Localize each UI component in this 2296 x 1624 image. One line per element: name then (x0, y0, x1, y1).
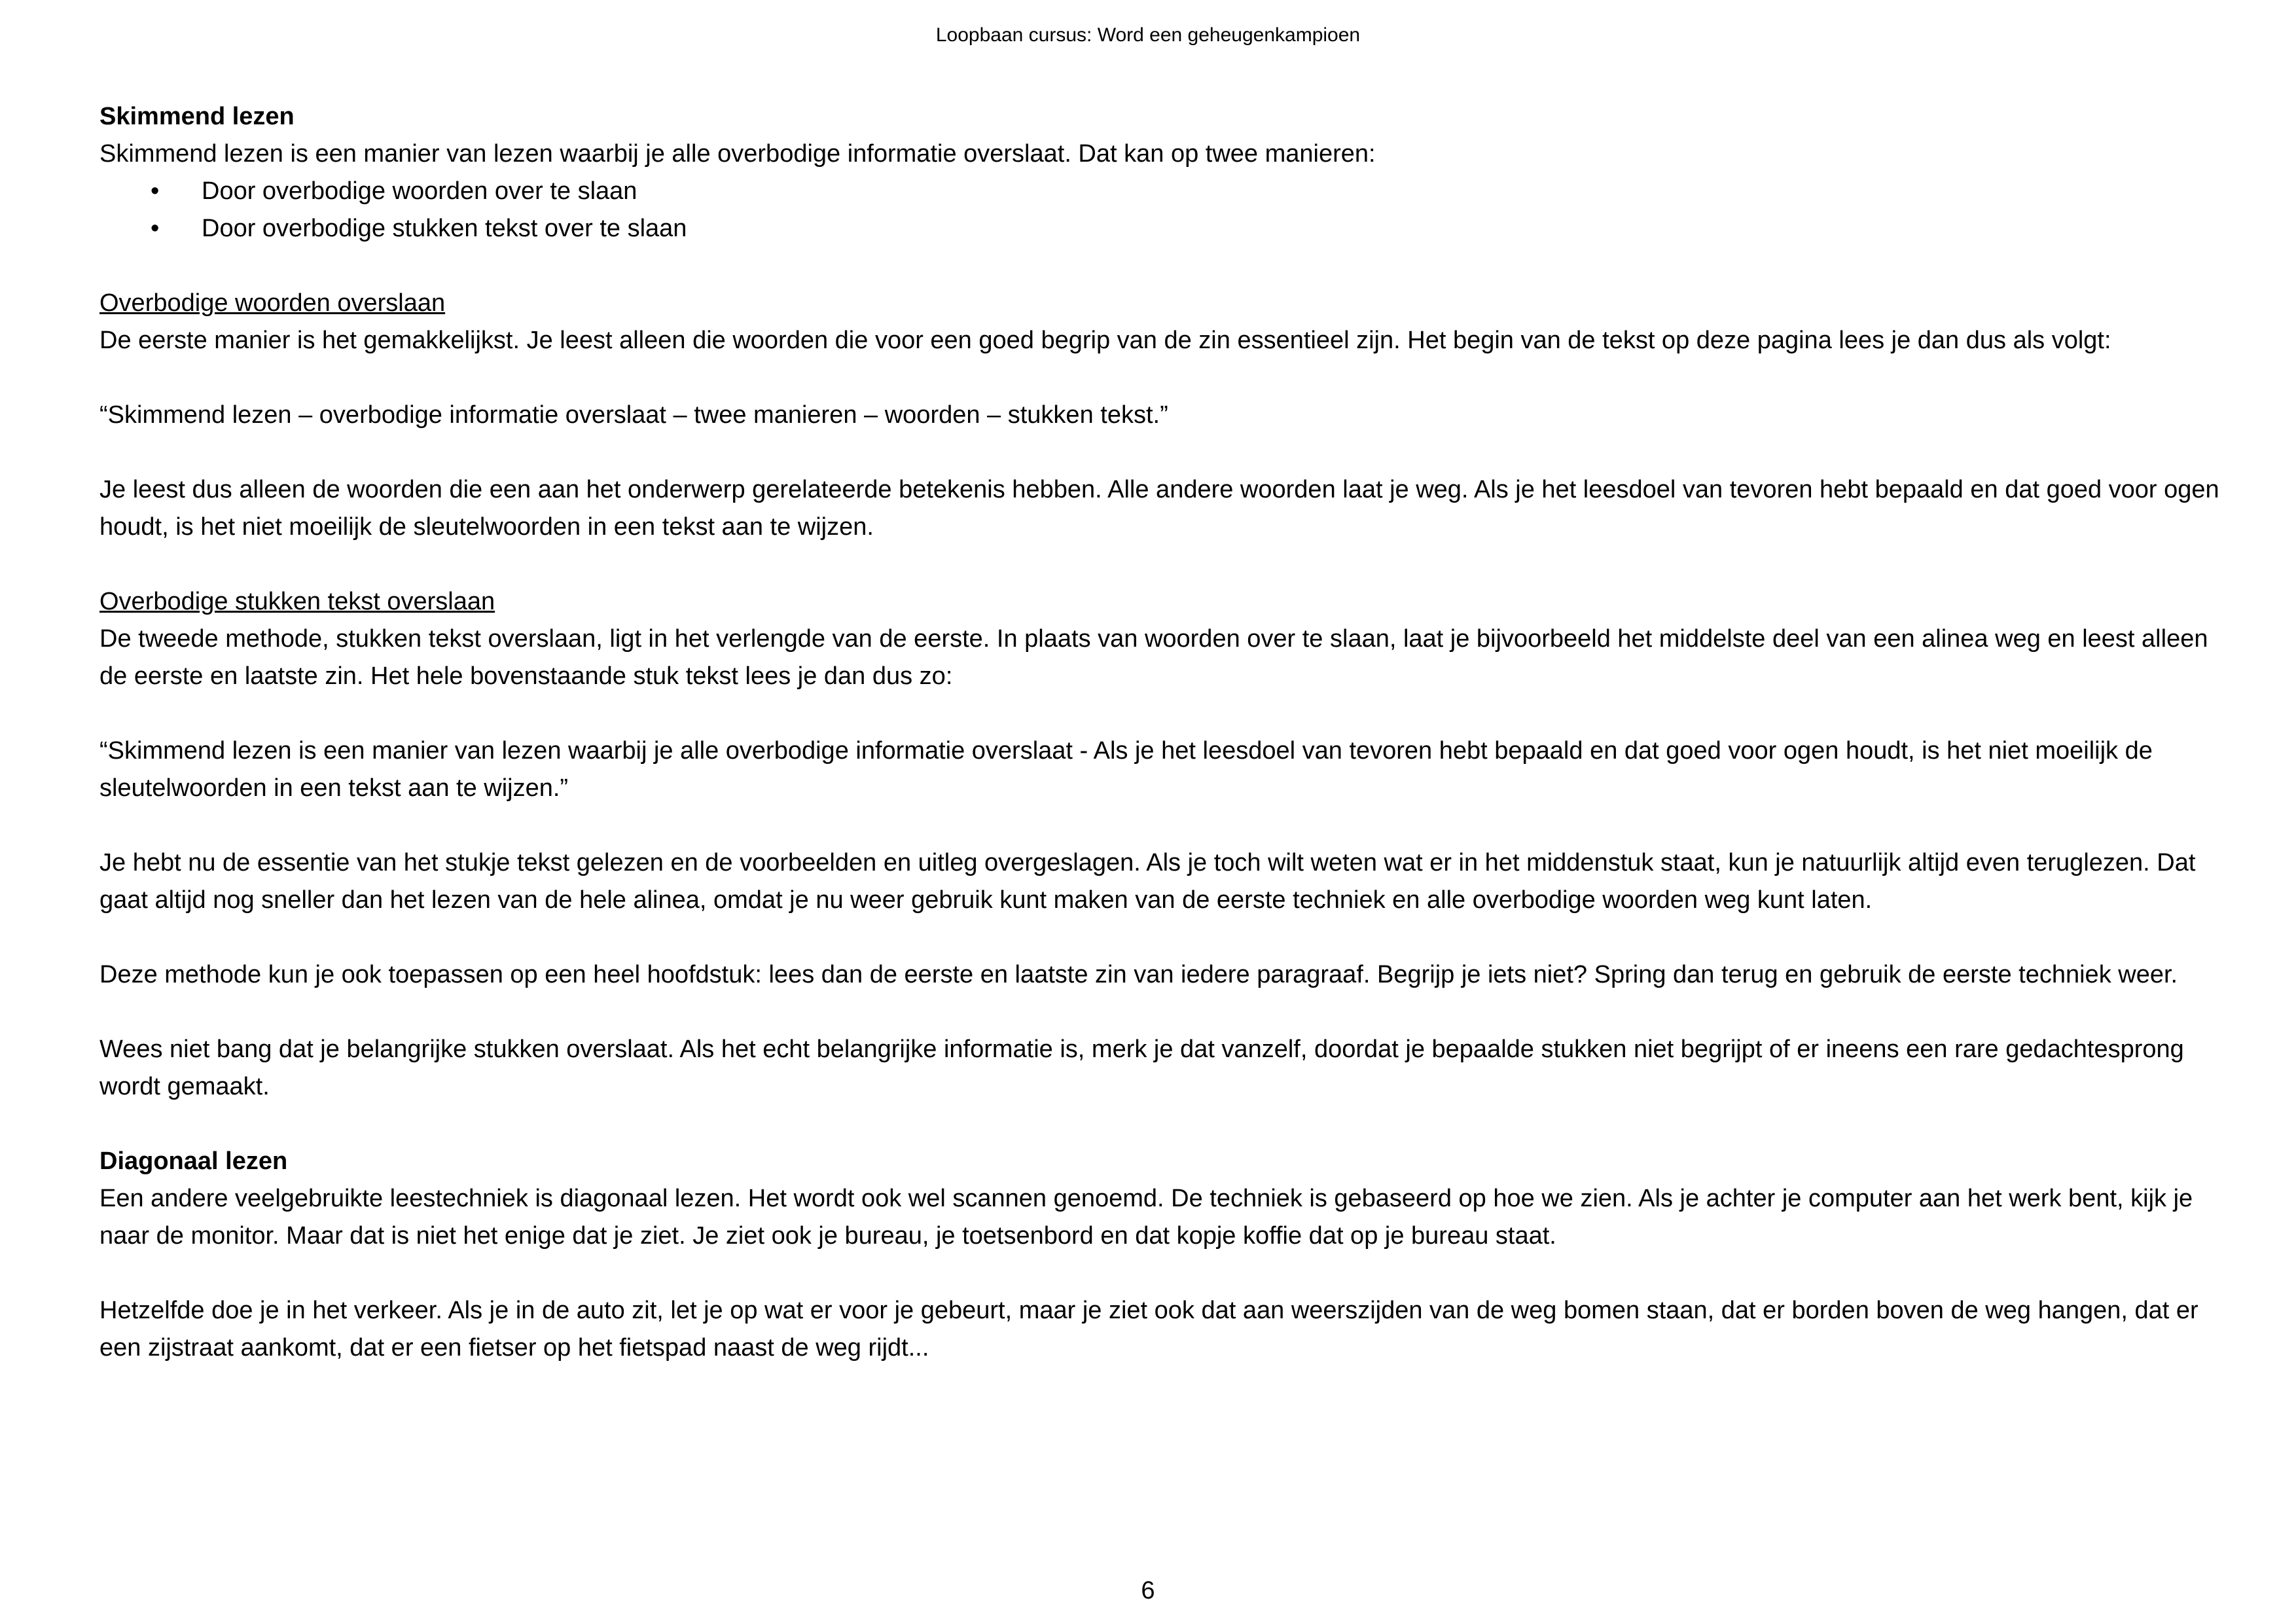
page-header (0, 24, 2296, 47)
bullet-text: Door overbodige stukken tekst over te slaan (202, 215, 687, 242)
section-heading-diagonaal-lezen: Diagonaal lezen (99, 1147, 288, 1175)
header-title: Loopbaan cursus: Word een geheugenkampioen (935, 24, 1361, 46)
list-item (99, 210, 2223, 247)
paragraph-skimmend-intro: Skimmend lezen is een manier van lezen waarbij je alle overbodige informatie overslaat. Dat kan op twee manieren: (99, 140, 1376, 168)
section-heading-overbodige-stukken: Overbodige stukken tekst overslaan (99, 588, 495, 615)
paragraph-woorden-1: De eerste manier is het gemakkelijkst. Je leest alleen die woorden die voor een goed begrip van de zin essentieel zijn. Het begin van de tekst op deze pagina lees je dan dus als volgt: (99, 327, 2111, 354)
list-item (99, 173, 2223, 210)
paragraph-stukken-4: Wees niet bang dat je belangrijke stukken overslaat. Als het echt belangrijke informatie is, merk je dat vanzelf, doordat je bepaalde stukken niet begrijpt of er ineens een rare gedachtesprong wordt gemaakt. (99, 1036, 2184, 1100)
paragraph-diagonaal-1: Een andere veelgebruikte leestechniek is diagonaal lezen. Het wordt ook wel scannen genoemd. De techniek is gebaseerd op hoe we zien. Als je achter je computer aan het werk bent, kijk je naar de monitor. Maar dat is niet het enige dat je ziet. Je ziet ook je bureau, je toetsenbord en dat kopje koffie dat op je bureau staat. (99, 1185, 2193, 1250)
paragraph-stukken-2: Je hebt nu de essentie van het stukje tekst gelezen en de voorbeelden en uitleg overgeslagen. Als je toch wilt weten wat er in het middenstuk staat, kun je natuurlijk altijd even teruglezen. Dat gaat altijd nog sneller dan het lezen van de hele alinea, omdat je nu weer gebruik kunt maken van de eerste techniek en alle overbodige woorden weg kunt laten. (99, 849, 2196, 914)
bullet-list (99, 173, 2223, 247)
page-number: 6 (1141, 1577, 1155, 1604)
section-heading-skimmend-lezen: Skimmend lezen (99, 103, 295, 130)
bullet-icon: • (151, 177, 160, 205)
paragraph-diagonaal-2: Hetzelfde doe je in het verkeer. Als je in de auto zit, let je op wat er voor je gebeurt, maar je ziet ook dat aan weerszijden van de weg bomen staan, dat er borden boven de weg hangen, dat er een zijstraat aankomt, dat er een fietser op het fietspad naast de weg rijdt... (99, 1297, 2198, 1362)
document-body (99, 98, 2223, 1367)
paragraph-stukken-1: De tweede methode, stukken tekst overslaan, ligt in het verlengde van de eerste. In plaats van woorden over te slaan, laat je bijvoorbeeld het middelste deel van een alinea weg en leest alleen de eerste en laatste zin. Het hele bovenstaande stuk tekst lees je dan dus zo: (99, 625, 2208, 690)
quote-stukken: “Skimmend lezen is een manier van lezen waarbij je alle overbodige informatie overslaat - Als je het leesdoel van tevoren hebt bepaald en dat goed voor ogen houdt, is het niet moeilijk de sleutelwoorden in een tekst aan te wijzen.” (99, 737, 2153, 802)
section-heading-overbodige-woorden: Overbodige woorden overslaan (99, 289, 446, 317)
quote-woorden: “Skimmend lezen – overbodige informatie overslaat – twee manieren – woorden – stukken tekst.” (99, 401, 1168, 429)
paragraph-woorden-2: Je leest dus alleen de woorden die een aan het onderwerp gerelateerde betekenis hebben. Alle andere woorden laat je weg. Als je het leesdoel van tevoren hebt bepaald en dat goed voor ogen houdt, is het niet moeilijk de sleutelwoorden in een tekst aan te wijzen. (99, 476, 2219, 541)
bullet-text: Door overbodige woorden over te slaan (202, 177, 637, 205)
page-footer (0, 1572, 2296, 1610)
bullet-icon: • (151, 215, 160, 242)
paragraph-stukken-3: Deze methode kun je ook toepassen op een heel hoofdstuk: lees dan de eerste en laatste zin van iedere paragraaf. Begrijp je iets niet? Spring dan terug en gebruik de eerste techniek weer. (99, 961, 2178, 988)
